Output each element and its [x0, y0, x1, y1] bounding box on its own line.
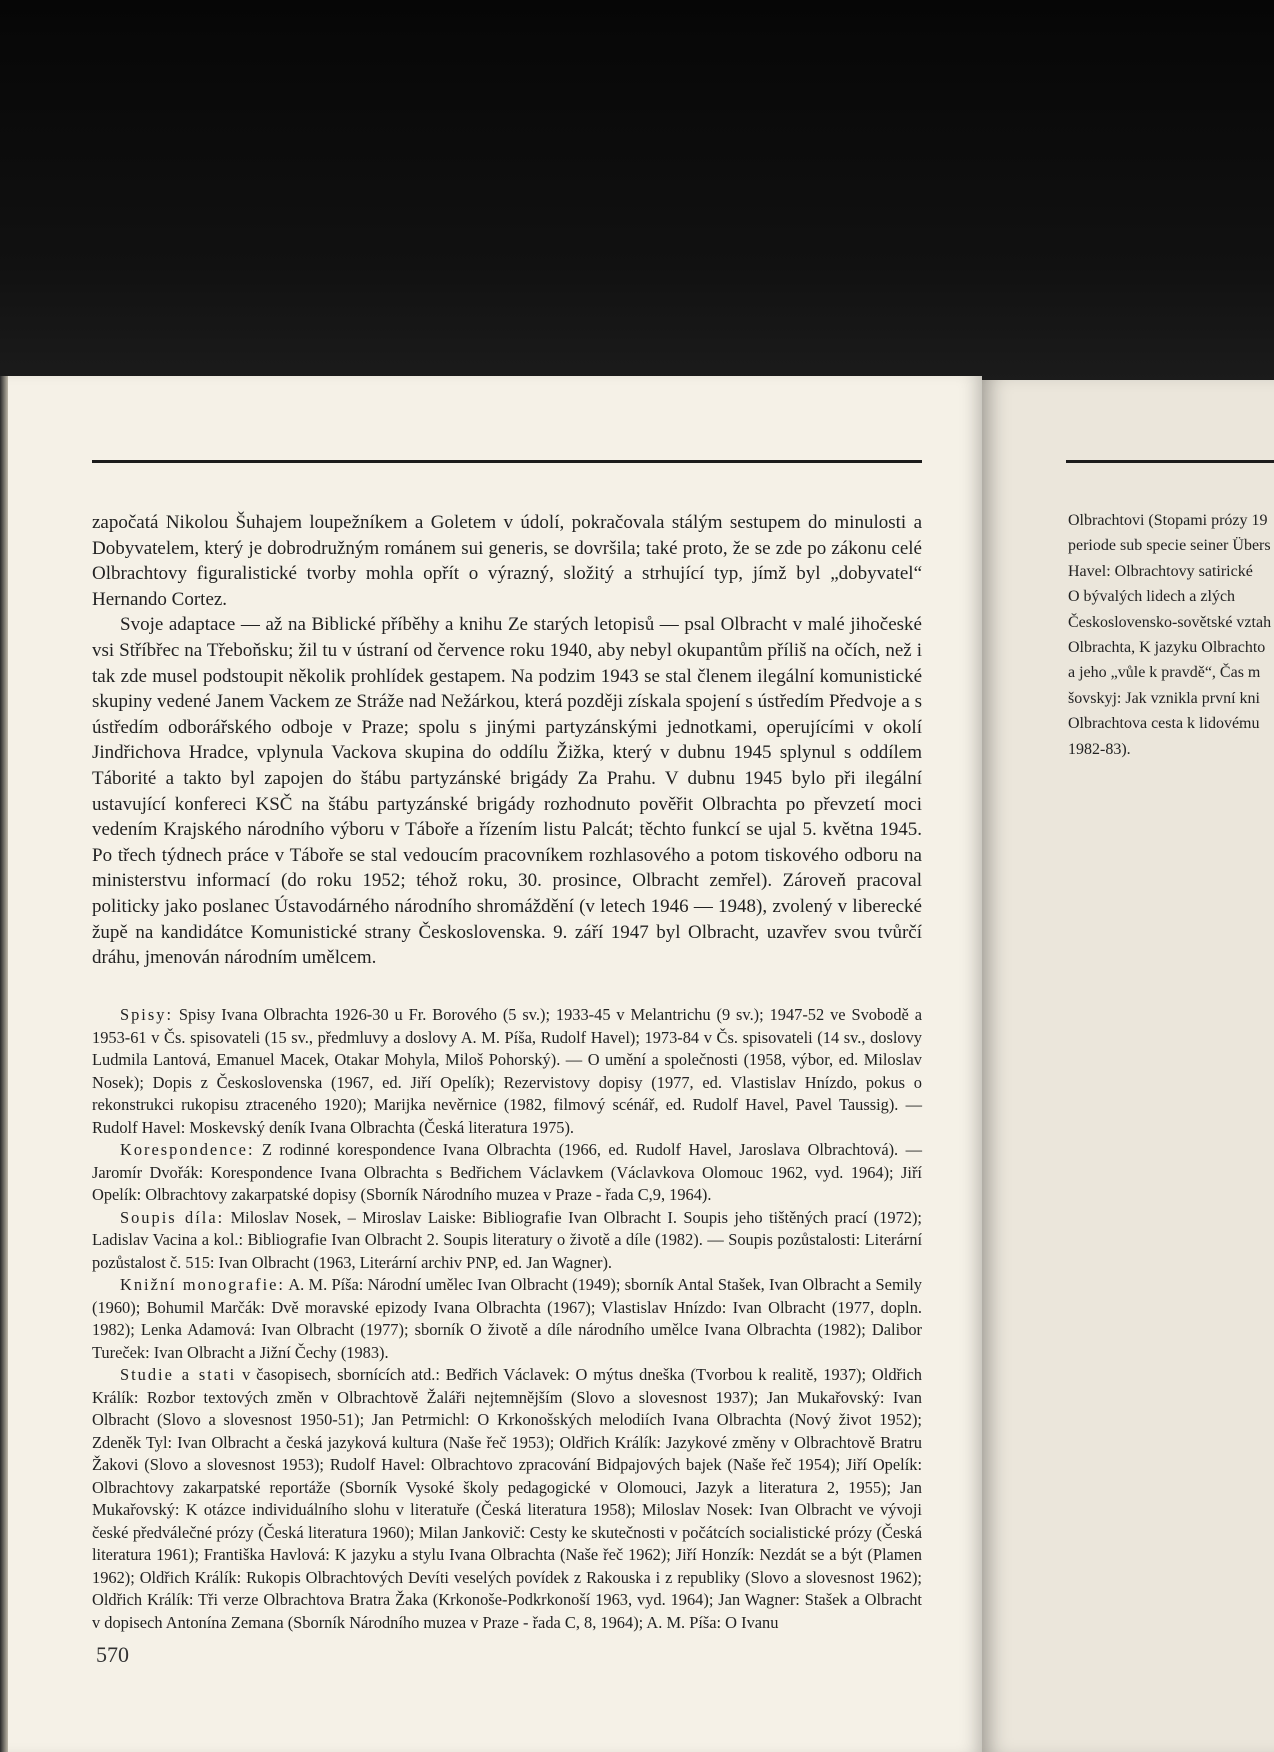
- biblio-heading: Studie a stati: [120, 1365, 237, 1384]
- top-rule-left: [92, 460, 922, 463]
- main-body-text: [92, 510, 922, 971]
- biblio-text: v časopisech, sbornících atd.: Bedřich Václavek: O mýtus dneška (Tvorbou k realitě, 1937); Oldřich Králík: Rozbor textových změn v Olbrachtově Žaláři nejtemnějším (Slovo a slovesnost 1937); Jan Mukařovský: Ivan Olbracht (Slovo a slovesnost 1950-51); Jan Petrmichl: O Krkonošských melodiích Ivana Olbrachta (Nový život 1952); Zdeněk Tyl: Ivan Olbracht a česká jazyková kultura (Naše řeč 1953); Oldřich Králík: Jazykové změny v Olbrachtově Bratru Žakovi (Slovo a slovesnost 1953); Rudolf Havel: Olbrachtovo zpracování Bidpajových bajek (Naše řeč 1954); Jiří Opelík: Olbrachtovy zakarpatské reportáže (Sborník Vysoké školy pedagogické v Olomouci, Jazyk a literatura 2, 1955); Jan Mukařovský: K otázce individuálního slohu v literatuře (Česká literatura 1958); Miloslav Nosek: Ivan Olbracht ve vývoji české předválečné prózy (Česká literatura 1960); Milan Jankovič: Cesty ke skutečnosti v počátcích socialistické prózy (Česká literatura 1961); Františka Havlová: K jazyku a stylu Ivana Olbrachta (Naše řeč 1962); Jiří Honzík: Nezdát se a být (Plamen 1962); Oldřich Králík: Rukopis Olbrachtových Devíti veselých povídek z Rakouska i z republiky (Slovo a slovesnost 1962); Oldřich Králík: Tři verze Olbrachtova Bratra Žaka (Krkonoše-Podkrkonoší 1963, vyd. 1964); Jan Wagner: Stašek a Olbracht v dopisech Antonína Zemana (Sborník Národního muzea v Praze - řada C, 8, 1964); A. M. Píša: O Ivanu: [92, 1365, 922, 1632]
- side-line: Olbrachtovi (Stopami prózy 19: [1068, 512, 1268, 529]
- dark-background: [0, 0, 1274, 380]
- biblio-text: Miloslav Nosek, – Miroslav Laiske: Bibliografie Ivan Olbracht I. Soupis jeho tištěných prací (1972); Ladislav Vacina a kol.: Bibliografie Ivan Olbracht 2. Soupis literatury o životě a díle (1982). — Soupis pozůstalosti: Literární pozůstalost č. 515: Ivan Olbracht (1963, Literární archiv PNP, ed. Jan Wagner).: [92, 1207, 922, 1272]
- side-line: šovskyj: Jak vznikla první kni: [1068, 689, 1260, 707]
- side-line: Havel: Olbrachtovy satirické: [1068, 562, 1253, 580]
- biblio-text: A. M. Píša: Národní umělec Ivan Olbracht (1949); sborník Antal Stašek, Ivan Olbracht a Semily (1960); Bohumil Marčák: Dvě moravské epizody Ivana Olbrachta (1967); Vlastislav Hnízdo: Ivan Olbracht (1977, dopln. 1982); Lenka Adamová: Ivan Olbracht (1977); sborník O životě a díle národního umělce Ivana Olbrachta (1982); Dalibor Tureček: Ivan Olbracht a Jižní Čechy (1983).: [92, 1275, 922, 1362]
- right-page-column: [1068, 508, 1274, 828]
- paragraph-2: Svoje adaptace — až na Biblické příběhy a knihu Ze starých letopisů — psal Olbracht v malé jihočeské vsi Stříbřec na Třeboňsku; žil tu v ústraní od července roku 1940, aby nebyl okupantům příliš na očích, než i tak zde musel podstoupit několik prohlídek gestapem. Na podzim 1943 se stal členem ilegální komunistické skupiny vedené Janem Vackem ze Stráže nad Nežárkou, která později získala spojení s ústředím Předvoje a s ústředím odborářského odboje v Praze; spolu s jinými partyzánskými jednotkami, operujícími v okolí Jindřichova Hradce, vplynula Vackova skupina do oddílu Žižka, který v dubnu 1945 splynul s oddílem Táborité a takto byl zapojen do štábu partyzánské brigády Za Prahu. V dubnu 1945 bylo při ilegální ustavující konfereci KSČ na štábu partyzánské brigády rozhodnuto pověřit Olbrachta po převzetí moci vedením Krajského národního výboru v Táboře a řízením listu Palcát; těchto funkcí se ujal 5. května 1945. Po třech týdnech práce v Táboře se stal vedoucím pracovníkem rozhlasového a potom tiskového odboru na ministerstvu informací (do roku 1952; téhož roku, 30. prosince, Olbracht zemřel). Zároveň pracoval politicky jako poslanec Ústavodárného národního shromáždění (v letech 1946 — 1948), zvolený v liberecké župě na kandidátce Komunistické strany Československa. 9. září 1947 byl Olbracht, uzavřev svou tvůrčí dráhu, jmenován národním umělcem.: [92, 614, 922, 969]
- biblio-entry: [92, 1274, 922, 1364]
- side-line: periode sub specie seiner Übers: [1068, 537, 1271, 555]
- side-line: Olbrachta, K jazyku Olbrachto: [1068, 639, 1266, 657]
- paragraph-1: započatá Nikolou Šuhajem loupežníkem a Goletem v údolí, pokračovala stálým sestupem do minulosti a Dobyvatelem, který je dobrodružným románem sui generis, se dovršila; také proto, že se zde po zákonu celé Olbrachtovy figuralistické tvorby mohla opřít o výrazný, složitý a strhující typ, jímž byl „dobyvatel“ Hernando Cortez.: [92, 512, 922, 610]
- side-line: a jeho „vůle k pravdě“, Čas m: [1068, 664, 1261, 682]
- biblio-entry: [92, 1139, 922, 1207]
- side-line: Olbrachtova cesta k lidovému: [1068, 715, 1260, 733]
- page-number: 570: [96, 1642, 129, 1667]
- biblio-entry: [92, 1004, 922, 1139]
- biblio-entry: [92, 1207, 922, 1275]
- biblio-text: Z rodinné korespondence Ivana Olbrachta (1966, ed. Rudolf Havel, Jaroslava Olbrachtová). — Jaromír Dvořák: Korespondence Ivana Olbrachta s Bedřichem Václavkem (Václavkova Olomouc 1962, vyd. 1964); Jiří Opelík: Olbrachtovy zakarpatské dopisy (Sborník Národního muzea v Praze - řada C,9, 1964).: [92, 1140, 922, 1204]
- biblio-heading: Soupis díla:: [120, 1207, 225, 1227]
- biblio-text: Spisy Ivana Olbrachta 1926-30 u Fr. Borového (5 sv.); 1933-45 v Melantrichu (9 sv.); 1947-52 ve Svobodě a 1953-61 v Čs. spisovateli (15 sv., předmluvy a doslovy A. M. Píša, Rudolf Havel); 1973-84 v Čs. spisovateli (14 sv., doslovy Ludmila Lantová, Emanuel Macek, Otakar Mohyla, Miloš Pohorský). — O umění a společnosti (1958, výbor, ed. Miloslav Nosek); Dopis z Československa (1967, ed. Jiří Opelík); Rezervistovy dopisy (1977, ed. Vlastislav Hnízdo, pokus o rekonstrukci rukopisu ztraceného 1920); Marijka nevěrnice (1982, filmový scénář, ed. Rudolf Havel, Pavel Taussig). — Rudolf Havel: Moskevský deník Ivana Olbrachta (Česká literatura 1975).: [92, 1005, 922, 1137]
- side-line: 1982-83).: [1068, 740, 1131, 758]
- page-edge: [0, 376, 8, 1752]
- side-line: Československo-sovětské vztah: [1068, 613, 1272, 631]
- biblio-entry: [92, 1364, 922, 1634]
- side-line: O bývalých lidech a zlých: [1068, 588, 1236, 606]
- bibliography: [92, 1004, 922, 1634]
- biblio-heading: Knižní monografie:: [120, 1275, 285, 1294]
- biblio-heading: Korespondence:: [120, 1140, 255, 1159]
- biblio-heading: Spisy:: [120, 1005, 173, 1024]
- top-rule-right: [1066, 460, 1274, 463]
